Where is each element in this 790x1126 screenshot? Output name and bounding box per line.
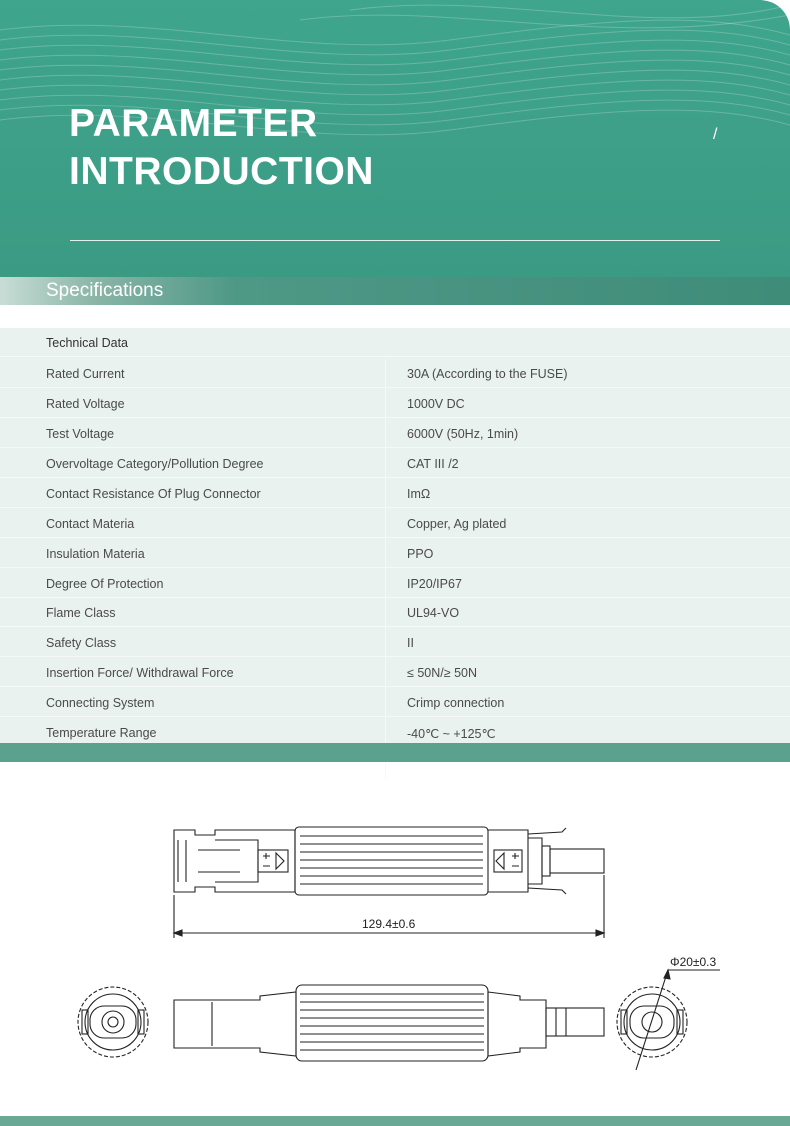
- title-line-1: PARAMETER: [69, 102, 318, 145]
- row-label: Contact Materia: [46, 517, 135, 531]
- row-value: ≤ 50N/≥ 50N: [407, 666, 478, 680]
- connector-side-view: [174, 985, 604, 1061]
- row-label: Contact Resistance Of Plug Connector: [46, 487, 261, 501]
- row-label: Test Voltage: [46, 427, 115, 441]
- row-label: Overvoltage Category/Pollution Degree: [46, 457, 264, 471]
- row-label: Insertion Force/ Withdrawal Force: [46, 666, 234, 680]
- section-title: Specifications: [46, 280, 164, 301]
- table-row: [0, 389, 790, 418]
- row-value: CAT III /2: [407, 457, 459, 471]
- table-row: [0, 569, 790, 598]
- technical-drawing: [0, 770, 790, 1100]
- row-label: Insulation Materia: [46, 547, 145, 561]
- row-value: 6000V (50Hz, 1min): [407, 427, 519, 441]
- table-footer-bar: [0, 743, 790, 762]
- row-label: Rated Current: [46, 367, 125, 381]
- title-line-2: INTRODUCTION: [69, 150, 374, 193]
- row-value: Copper, Ag plated: [407, 517, 507, 531]
- row-value: -40℃ ~ +125℃: [407, 727, 496, 741]
- end-view-left: [78, 987, 148, 1057]
- column-divider: [385, 359, 386, 779]
- table-row: [0, 539, 790, 568]
- page-title: [69, 100, 374, 196]
- section-header: [0, 277, 790, 305]
- row-label: Degree Of Protection: [46, 577, 164, 591]
- table-row: [0, 598, 790, 627]
- table-header-row: [0, 328, 790, 357]
- diameter-dimension: Φ20±0.3: [670, 955, 717, 969]
- table-row: [0, 359, 790, 388]
- table-row: [0, 628, 790, 657]
- footer-bar: [0, 1116, 790, 1126]
- table-row: [0, 419, 790, 448]
- row-value: ImΩ: [407, 487, 431, 501]
- spec-table: [0, 328, 790, 762]
- row-value: 30A (According to the FUSE): [407, 367, 568, 381]
- row-label: Connecting System: [46, 696, 155, 710]
- hero-banner: [0, 0, 790, 305]
- row-value: IP20/IP67: [407, 577, 462, 591]
- table-row: [0, 688, 790, 717]
- row-value: 1000V DC: [407, 397, 465, 411]
- row-label: Flame Class: [46, 606, 116, 620]
- row-label: Temperature Range: [46, 726, 157, 740]
- table-row: [0, 479, 790, 508]
- table-row: [0, 449, 790, 478]
- row-value: II: [407, 636, 414, 650]
- decorative-slash: /: [713, 126, 718, 143]
- table-header: Technical Data: [46, 336, 128, 350]
- row-value: UL94-VO: [407, 606, 460, 620]
- table-row: [0, 658, 790, 687]
- end-view-right: [617, 970, 720, 1070]
- row-label: Safety Class: [46, 636, 117, 650]
- row-value: PPO: [407, 547, 434, 561]
- divider: [70, 240, 720, 241]
- length-dimension: 129.4±0.6: [362, 917, 416, 931]
- row-value: Crimp connection: [407, 696, 505, 710]
- table-row: [0, 509, 790, 538]
- row-label: Rated Voltage: [46, 397, 125, 411]
